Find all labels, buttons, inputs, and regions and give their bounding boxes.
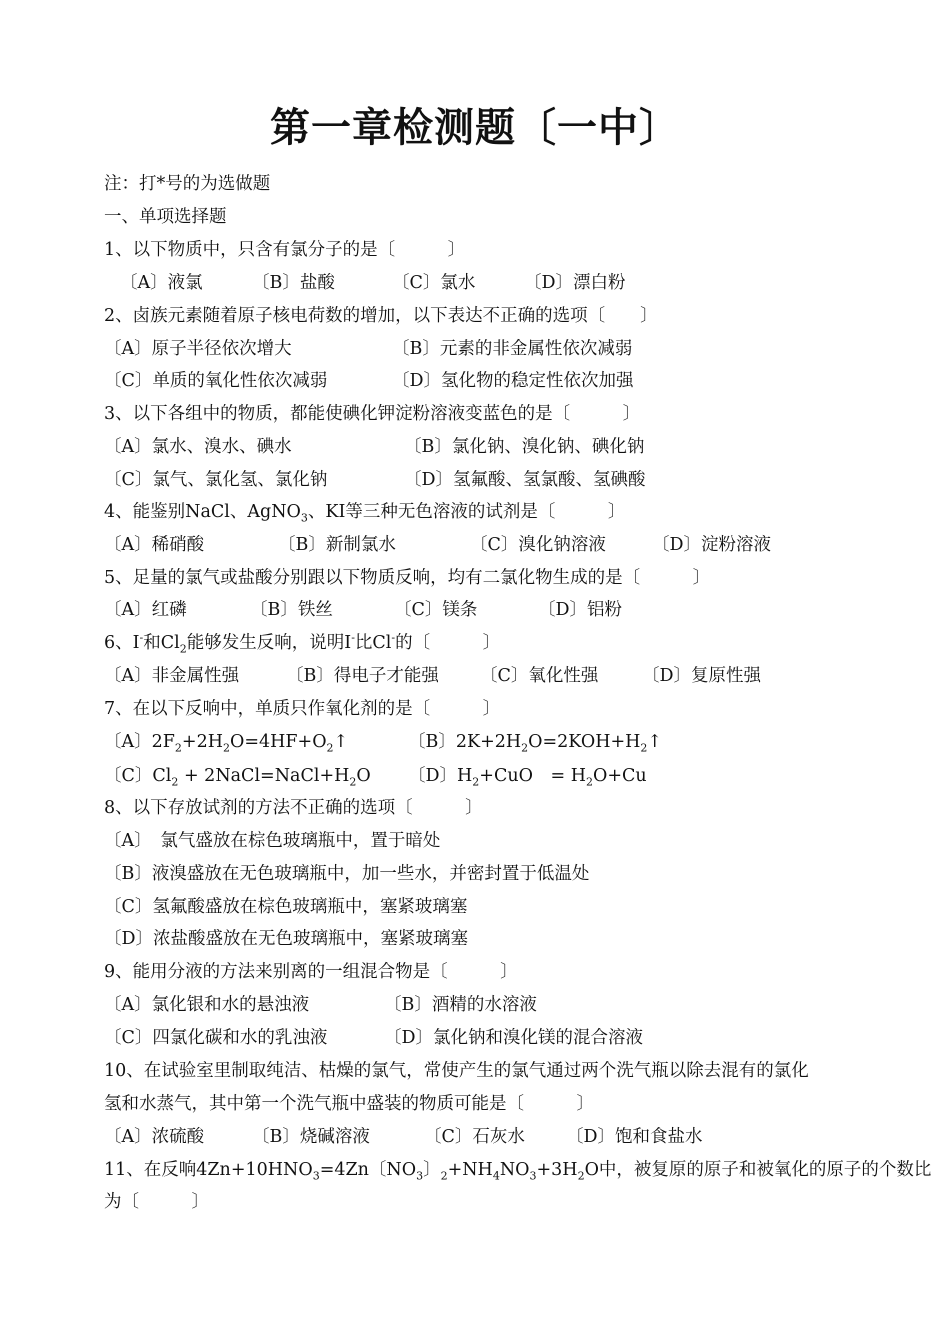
question-1-stem: 1、以下物质中，只含有氯分子的是〔 〕 xyxy=(104,240,466,260)
superscript: - xyxy=(391,631,396,645)
question-3-option-d: 〔D〕氢氟酸、氢氯酸、氢碘酸 xyxy=(404,470,646,490)
subscript: 2 xyxy=(585,775,593,789)
question-6-stem-part: 能够发生反响，说明I xyxy=(186,633,352,653)
question-9-option-b: 〔B〕酒精的水溶液 xyxy=(384,995,537,1015)
question-10-stem-line-2: 氢和水蒸气，其中第一个洗气瓶中盛装的物质可能是〔 〕 xyxy=(104,1094,594,1114)
question-1-option-b: 〔B〕盐酸 xyxy=(252,273,335,293)
formula-part: 〔A〕2F xyxy=(104,732,175,752)
question-1-option-a: 〔A〕液氯 xyxy=(120,273,203,293)
formula-part: NO xyxy=(499,1160,530,1180)
subscript: 2 xyxy=(222,741,230,755)
question-6-option-b: 〔B〕得电子才能强 xyxy=(286,666,439,686)
question-10-option-c: 〔C〕石灰水 xyxy=(424,1127,525,1147)
question-6-option-c: 〔C〕氧化性强 xyxy=(480,666,599,686)
question-6-stem-part: 和Cl xyxy=(143,633,180,653)
subscript: 2 xyxy=(577,1169,585,1183)
question-9-option-d: 〔D〕氯化钠和溴化镁的混合溶液 xyxy=(384,1028,644,1048)
question-2-option-d: 〔D〕氢化物的稳定性依次加强 xyxy=(392,371,634,391)
formula-part: +NH xyxy=(447,1160,493,1180)
question-11-stem-line-2: 为〔 〕 xyxy=(104,1192,209,1212)
question-3-stem: 3、以下各组中的物质，都能使碘化钾淀粉溶液变蓝色的是〔 〕 xyxy=(104,404,641,424)
formula-part: O xyxy=(356,766,371,786)
question-2-option-c: 〔C〕单质的氧化性依次减弱 xyxy=(104,371,328,391)
page-title: 第一章检测题〔一中〕 xyxy=(270,104,680,151)
question-5-stem: 5、足量的氯气或盐酸分别跟以下物质反响，均有二氯化物生成的是〔 〕 xyxy=(104,568,711,588)
subscript: 2 xyxy=(349,775,357,789)
question-2-stem: 2、卤族元素随着原子核电荷数的增加，以下表达不正确的选项〔 〕 xyxy=(104,306,658,326)
formula-part: O+Cu xyxy=(592,766,647,786)
formula-part: O=4HF+O xyxy=(229,732,327,752)
subscript: 3 xyxy=(312,1169,320,1183)
formula-part: 〕 xyxy=(423,1160,441,1180)
question-4-option-b: 〔B〕新制氯水 xyxy=(278,535,396,555)
formula-part: +2H xyxy=(181,732,223,752)
question-8-stem: 8、以下存放试剂的方法不正确的选项〔 〕 xyxy=(104,798,483,818)
subscript: 2 xyxy=(179,642,187,656)
question-9-stem: 9、能用分液的方法来别离的一组混合物是〔 〕 xyxy=(104,962,518,982)
superscript: - xyxy=(139,631,144,645)
question-2-option-b: 〔B〕元素的非金属性依次减弱 xyxy=(392,339,633,359)
question-3-option-c: 〔C〕氯气、氯化氢、氯化钠 xyxy=(104,470,328,490)
formula-part: ↑ xyxy=(333,732,349,752)
subscript: 2 xyxy=(640,741,648,755)
question-9-option-a: 〔A〕氯化银和水的悬浊液 xyxy=(104,995,310,1015)
question-6-option-d: 〔D〕复原性强 xyxy=(642,666,762,686)
question-1-option-c: 〔C〕氯水 xyxy=(392,273,476,293)
formula-part: =4Zn〔NO xyxy=(319,1160,417,1180)
question-7-option-d xyxy=(408,764,647,788)
note-text: 注：打*号的为选做题 xyxy=(104,174,271,194)
question-1-option-d: 〔D〕漂白粉 xyxy=(524,273,626,293)
question-7-option-a xyxy=(104,730,348,754)
question-4-stem xyxy=(104,500,625,524)
subscript: 2 xyxy=(521,741,529,755)
question-3-option-a: 〔A〕氯水、溴水、碘水 xyxy=(104,437,292,457)
question-4-option-c: 〔C〕溴化钠溶液 xyxy=(470,535,606,555)
question-6-stem xyxy=(104,631,500,655)
subscript: 2 xyxy=(174,741,182,755)
question-7-option-b xyxy=(408,730,662,754)
question-8-option-c: 〔C〕氢氟酸盛放在棕色玻璃瓶中，塞紧玻璃塞 xyxy=(104,897,468,917)
question-7-option-c xyxy=(104,764,371,788)
question-8-option-d: 〔D〕浓盐酸盛放在无色玻璃瓶中，塞紧玻璃塞 xyxy=(104,929,469,949)
question-10-stem-line-1: 10、在试验室里制取纯洁、枯燥的氯气，常使产生的氯气通过两个洗气瓶以除去混有的氯化 xyxy=(104,1061,809,1081)
formula-part: 〔B〕2K+2H xyxy=(408,732,522,752)
formula-part: +3H xyxy=(536,1160,578,1180)
question-6-stem-part: 6、I xyxy=(104,633,140,653)
formula-part: 〔D〕H xyxy=(408,766,473,786)
question-5-option-c: 〔C〕镁条 xyxy=(394,600,478,620)
question-4-stem-part: 4、能鉴别NaCl、AgNO xyxy=(104,502,301,522)
subscript: 3 xyxy=(529,1169,537,1183)
superscript: - xyxy=(351,631,355,645)
question-6-stem-part: 的〔 〕 xyxy=(395,633,501,653)
formula-part: +CuO = H xyxy=(479,766,586,786)
formula-part: 11、在反响4Zn+10HNO xyxy=(104,1160,313,1180)
question-10-option-d: 〔D〕饱和食盐水 xyxy=(566,1127,703,1147)
question-2-option-a: 〔A〕原子半径依次增大 xyxy=(104,339,292,359)
question-11-stem-line-1 xyxy=(104,1158,931,1182)
subscript: 4 xyxy=(492,1169,500,1183)
question-4-stem-part: 、KI等三种无色溶液的试剂是〔 〕 xyxy=(307,502,626,522)
question-9-option-c: 〔C〕四氯化碳和水的乳浊液 xyxy=(104,1028,328,1048)
question-7-stem: 7、在以下反响中，单质只作氧化剂的是〔 〕 xyxy=(104,699,501,719)
question-8-option-a: 〔A〕 氯气盛放在棕色玻璃瓶中，置于暗处 xyxy=(104,831,441,851)
question-5-option-b: 〔B〕铁丝 xyxy=(250,600,333,620)
formula-part: 〔C〕Cl xyxy=(104,766,172,786)
section-heading: 一、单项选择题 xyxy=(104,207,227,227)
question-5-option-a: 〔A〕红磷 xyxy=(104,600,187,620)
subscript: 2 xyxy=(440,1169,448,1183)
subscript: 2 xyxy=(472,775,480,789)
formula-part: + 2NaCl=NaCl+H xyxy=(178,766,350,786)
question-10-option-a: 〔A〕浓硫酸 xyxy=(104,1127,205,1147)
question-10-option-b: 〔B〕烧碱溶液 xyxy=(252,1127,370,1147)
question-5-option-d: 〔D〕铝粉 xyxy=(538,600,623,620)
subscript: 2 xyxy=(171,775,179,789)
subscript: 3 xyxy=(300,511,308,525)
formula-part: O=2KOH+H xyxy=(528,732,641,752)
subscript: 3 xyxy=(416,1169,424,1183)
question-3-option-b: 〔B〕氯化钠、溴化钠、碘化钠 xyxy=(404,437,645,457)
question-8-option-b: 〔B〕液溴盛放在无色玻璃瓶中，加一些水，并密封置于低温处 xyxy=(104,864,590,884)
formula-part: O中，被复原的原子和被氧化的原子的个数比 xyxy=(584,1160,932,1180)
question-6-option-a: 〔A〕非金属性强 xyxy=(104,666,240,686)
formula-part: ↑ xyxy=(647,732,663,752)
question-4-option-a: 〔A〕稀硝酸 xyxy=(104,535,205,555)
question-4-option-d: 〔D〕淀粉溶液 xyxy=(652,535,772,555)
question-6-stem-part: 比Cl xyxy=(354,633,392,653)
subscript: 2 xyxy=(326,741,334,755)
